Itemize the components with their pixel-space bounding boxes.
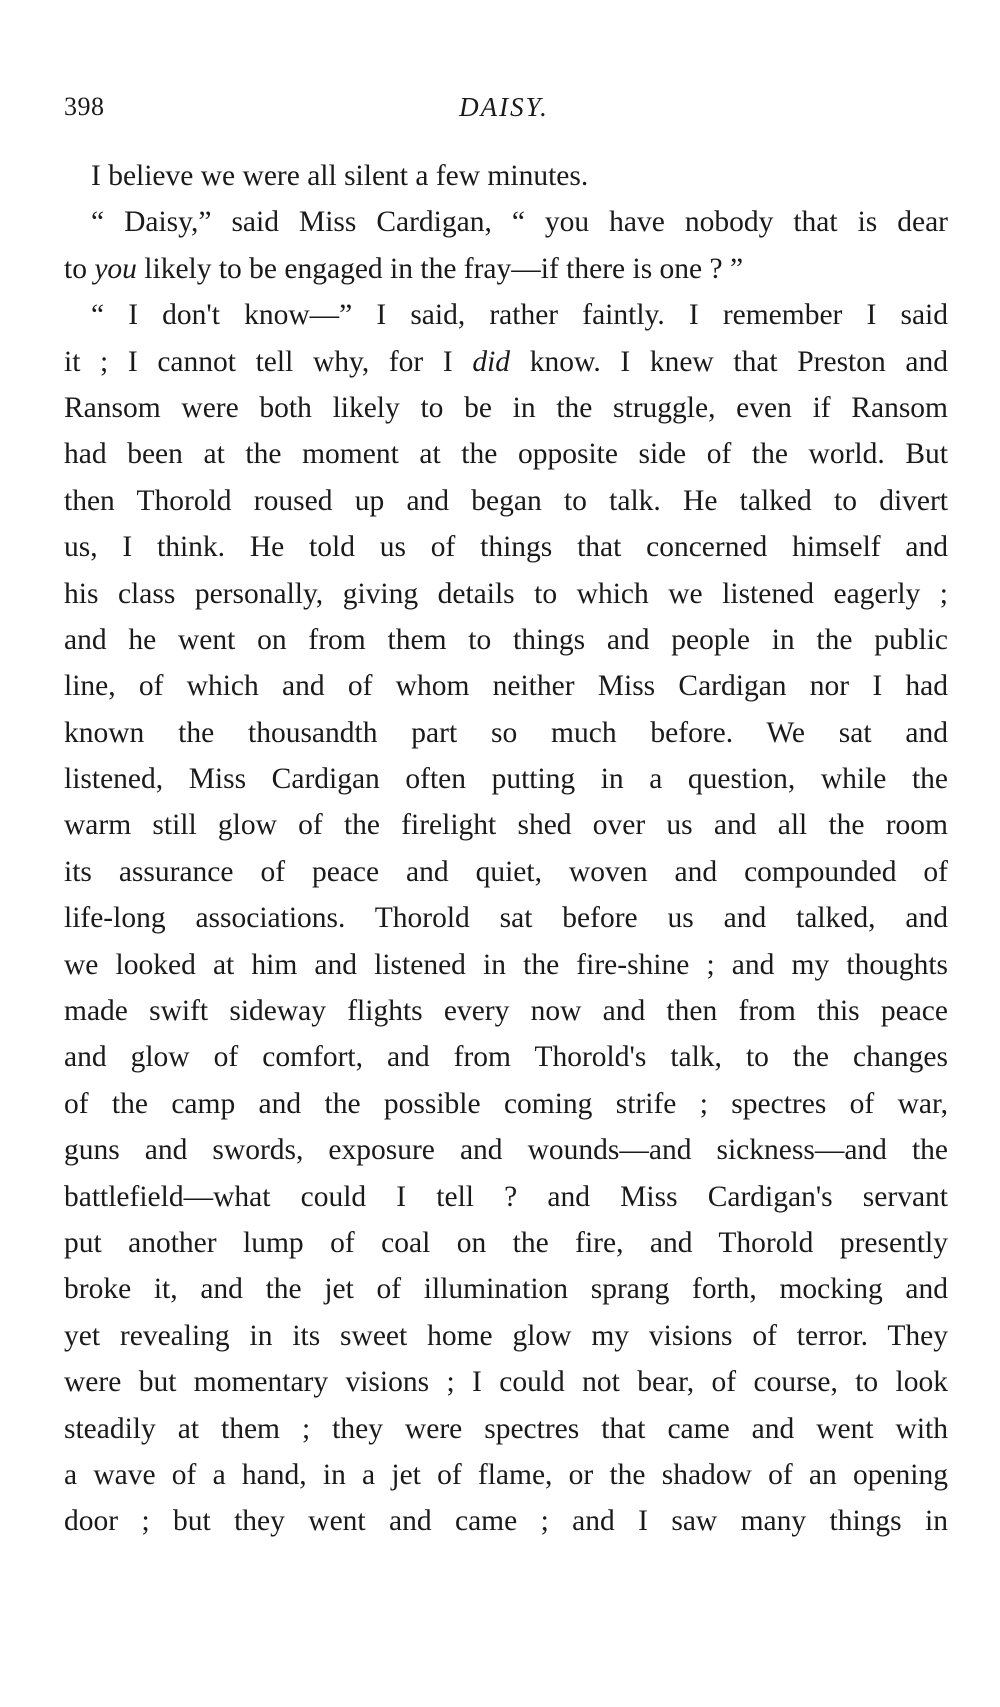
running-title: DAISY.: [459, 92, 549, 122]
text-segment: know. I knew that Preston and: [510, 345, 948, 378]
text-segment: and glow of comfort, and from Thorold's talk, to the changes: [64, 1041, 948, 1074]
text-segment: known the thousandth part so much before. We sat and: [64, 716, 948, 749]
text-line: [64, 710, 948, 756]
text-segment: door ; but they went and came ; and I saw many things in: [64, 1505, 948, 1538]
text-segment: it ; I cannot tell why, for I: [64, 345, 473, 378]
text-segment: Ransom were both likely to be in the struggle, even if Ransom: [64, 391, 948, 424]
italic-text: did: [472, 345, 511, 378]
text-line: [64, 1498, 948, 1544]
text-line: [64, 571, 948, 617]
text-segment: I believe we were all silent a few minutes.: [91, 160, 589, 192]
text-line: [64, 1406, 948, 1452]
text-segment: and he went on from them to things and people in the public: [64, 623, 948, 656]
body-text: [64, 153, 948, 1545]
text-segment: made swift sideway flights every now and then from this peace: [64, 995, 948, 1028]
text-line: [64, 1127, 948, 1173]
text-line: [64, 1174, 948, 1220]
text-line: [64, 802, 948, 848]
text-segment: us, I think. He told us of things that concerned himself and: [64, 531, 948, 564]
text-segment: steadily at them ; they were spectres that came and went with: [64, 1412, 948, 1445]
text-segment: guns and swords, exposure and wounds—and sickness—and the: [64, 1134, 948, 1167]
text-line: [64, 617, 948, 663]
text-segment: a wave of a hand, in a jet of flame, or the shadow of an opening: [64, 1458, 948, 1491]
text-line: [64, 199, 948, 245]
text-line: [64, 849, 948, 895]
text-segment: we looked at him and listened in the fire-shine ; and my thoughts: [64, 948, 948, 981]
text-line: [64, 1266, 948, 1312]
text-line: [64, 1359, 948, 1405]
text-segment: life-long associations. Thorold sat before us and talked, and: [64, 902, 948, 935]
text-line: [64, 1452, 948, 1498]
text-segment: warm still glow of the firelight shed over us and all the room: [64, 809, 948, 842]
text-segment: of the camp and the possible coming strife ; spectres of war,: [64, 1087, 948, 1120]
text-line: [64, 988, 948, 1034]
text-segment: “ Daisy,” said Miss Cardigan, “ you have nobody that is dear: [91, 206, 948, 239]
text-line: [64, 942, 948, 988]
text-line: [64, 1081, 948, 1127]
text-segment: to: [64, 252, 95, 285]
text-line: [64, 385, 948, 431]
text-line: [64, 246, 948, 292]
italic-text: you: [94, 252, 137, 285]
text-segment: his class personally, giving details to which we listened eagerly ;: [64, 577, 948, 610]
text-line: [64, 153, 948, 199]
text-line: [64, 339, 948, 385]
text-line: [64, 292, 948, 338]
page-header: [64, 92, 944, 132]
text-line: [64, 895, 948, 941]
text-line: [64, 1034, 948, 1080]
text-line: [64, 1220, 948, 1266]
text-segment: then Thorold roused up and began to talk. He talked to divert: [64, 484, 948, 517]
text-segment: listened, Miss Cardigan often putting in a question, while the: [64, 763, 948, 796]
text-line: [64, 431, 948, 477]
page-number: 398: [64, 92, 105, 121]
text-segment: put another lump of coal on the fire, and Thorold presently: [64, 1226, 948, 1259]
text-line: [64, 756, 948, 802]
text-segment: had been at the moment at the opposite side of the world. But: [64, 438, 948, 471]
text-line: [64, 478, 948, 524]
text-segment: yet revealing in its sweet home glow my visions of terror. They: [64, 1319, 948, 1352]
text-segment: likely to be engaged in the fray—if there is one ? ”: [136, 252, 744, 285]
text-segment: its assurance of peace and quiet, woven and compounded of: [64, 855, 948, 888]
text-segment: battlefield—what could I tell ? and Miss Cardigan's servant: [64, 1180, 948, 1213]
text-segment: “ I don't know—” I said, rather faintly. I remember I said: [91, 299, 948, 332]
text-line: [64, 663, 948, 709]
text-segment: were but momentary visions ; I could not bear, of course, to look: [64, 1366, 948, 1399]
text-line: [64, 524, 948, 570]
text-segment: line, of which and of whom neither Miss Cardigan nor I had: [64, 670, 948, 703]
text-segment: broke it, and the jet of illumination sprang forth, mocking and: [64, 1273, 948, 1306]
text-line: [64, 1313, 948, 1359]
